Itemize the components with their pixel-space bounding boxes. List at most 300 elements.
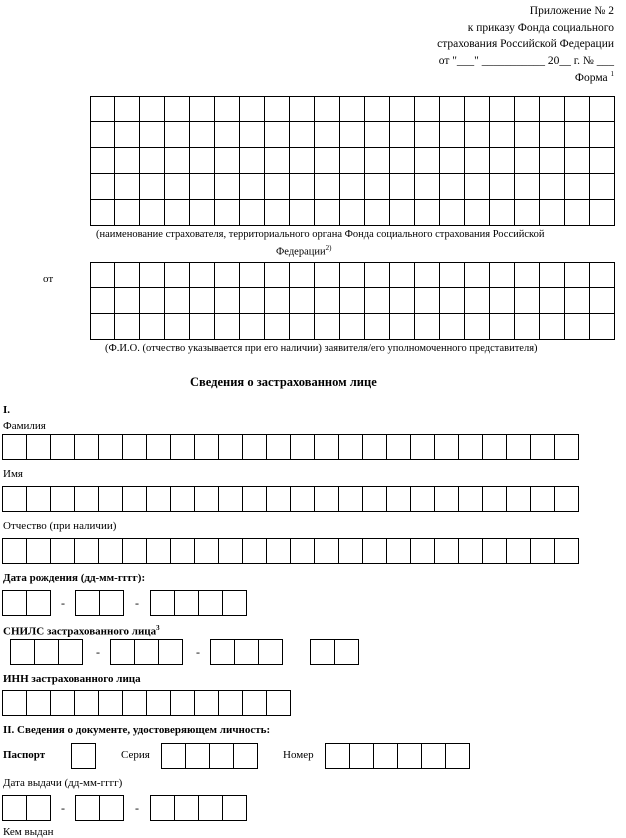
input-cell[interactable] [218, 486, 243, 512]
input-cell[interactable] [264, 173, 290, 200]
input-cell[interactable] [489, 313, 515, 340]
input-cell[interactable] [209, 743, 234, 769]
input-cell[interactable] [2, 486, 27, 512]
input-cell[interactable] [414, 121, 440, 148]
input-cell[interactable] [242, 434, 267, 460]
input-cell[interactable] [189, 173, 215, 200]
input-cell[interactable] [239, 287, 265, 314]
input-cell[interactable] [564, 121, 590, 148]
input-cell[interactable] [464, 96, 490, 122]
input-cell[interactable] [414, 287, 440, 314]
input-cell[interactable] [458, 434, 483, 460]
input-cell[interactable] [414, 173, 440, 200]
input-cell[interactable] [164, 147, 190, 174]
input-cell[interactable] [439, 96, 465, 122]
input-cell[interactable] [139, 147, 165, 174]
input-cell[interactable] [414, 96, 440, 122]
input-cell[interactable] [338, 486, 363, 512]
patronymic-cells[interactable] [2, 538, 579, 564]
input-cell[interactable] [150, 795, 175, 821]
input-cell[interactable] [539, 313, 565, 340]
input-cell[interactable] [90, 199, 115, 226]
input-cell[interactable] [266, 434, 291, 460]
input-cell[interactable] [114, 262, 140, 288]
input-cell[interactable] [139, 313, 165, 340]
input-cell[interactable] [134, 639, 159, 665]
input-cell[interactable] [389, 262, 415, 288]
input-cell[interactable] [464, 262, 490, 288]
input-cell[interactable] [266, 486, 291, 512]
input-cell[interactable] [489, 96, 515, 122]
input-cell[interactable] [264, 287, 290, 314]
input-cell[interactable] [122, 486, 147, 512]
input-cell[interactable] [114, 121, 140, 148]
input-cell[interactable] [98, 538, 123, 564]
input-cell[interactable] [364, 313, 390, 340]
input-cell[interactable] [214, 147, 240, 174]
birth-month-cells[interactable] [75, 590, 124, 616]
input-cell[interactable] [489, 147, 515, 174]
input-cell[interactable] [364, 121, 390, 148]
input-cell[interactable] [58, 639, 83, 665]
input-cell[interactable] [170, 690, 195, 716]
input-cell[interactable] [539, 287, 565, 314]
input-cell[interactable] [164, 96, 190, 122]
issue-day-cells[interactable] [2, 795, 51, 821]
input-cell[interactable] [114, 173, 140, 200]
input-cell[interactable] [339, 313, 365, 340]
input-cell[interactable] [170, 486, 195, 512]
input-cell[interactable] [122, 434, 147, 460]
input-cell[interactable] [264, 199, 290, 226]
input-cell[interactable] [2, 434, 27, 460]
input-cell[interactable] [139, 199, 165, 226]
input-cell[interactable] [90, 147, 115, 174]
input-cell[interactable] [164, 121, 190, 148]
input-cell[interactable] [210, 639, 235, 665]
input-cell[interactable] [189, 199, 215, 226]
input-cell[interactable] [314, 287, 340, 314]
input-cell[interactable] [314, 121, 340, 148]
input-cell[interactable] [146, 690, 171, 716]
input-cell[interactable] [74, 486, 99, 512]
input-cell[interactable] [242, 690, 267, 716]
input-cell[interactable] [314, 538, 339, 564]
input-cell[interactable] [364, 199, 390, 226]
input-cell[interactable] [164, 313, 190, 340]
input-cell[interactable] [139, 287, 165, 314]
input-cell[interactable] [589, 173, 615, 200]
input-cell[interactable] [239, 96, 265, 122]
input-cell[interactable] [439, 147, 465, 174]
input-cell[interactable] [410, 538, 435, 564]
input-cell[interactable] [139, 96, 165, 122]
input-cell[interactable] [314, 147, 340, 174]
input-cell[interactable] [264, 96, 290, 122]
input-cell[interactable] [589, 199, 615, 226]
input-cell[interactable] [198, 590, 223, 616]
input-cell[interactable] [314, 96, 340, 122]
input-cell[interactable] [114, 96, 140, 122]
input-cell[interactable] [289, 147, 315, 174]
input-cell[interactable] [564, 199, 590, 226]
input-cell[interactable] [514, 96, 540, 122]
input-cell[interactable] [189, 147, 215, 174]
input-cell[interactable] [164, 287, 190, 314]
input-cell[interactable] [339, 147, 365, 174]
issue-month-cells[interactable] [75, 795, 124, 821]
input-cell[interactable] [2, 590, 27, 616]
input-cell[interactable] [589, 287, 615, 314]
input-cell[interactable] [170, 538, 195, 564]
input-cell[interactable] [90, 173, 115, 200]
input-cell[interactable] [539, 173, 565, 200]
input-cell[interactable] [26, 690, 51, 716]
passport-cell[interactable] [71, 743, 96, 769]
input-cell[interactable] [386, 434, 411, 460]
input-cell[interactable] [554, 538, 579, 564]
input-cell[interactable] [389, 313, 415, 340]
input-cell[interactable] [564, 287, 590, 314]
input-cell[interactable] [26, 486, 51, 512]
input-cell[interactable] [514, 287, 540, 314]
input-cell[interactable] [339, 173, 365, 200]
input-cell[interactable] [464, 199, 490, 226]
input-cell[interactable] [589, 147, 615, 174]
number-cells[interactable] [325, 743, 470, 769]
input-cell[interactable] [364, 147, 390, 174]
input-cell[interactable] [34, 639, 59, 665]
input-cell[interactable] [389, 121, 415, 148]
input-cell[interactable] [185, 743, 210, 769]
input-cell[interactable] [339, 121, 365, 148]
input-cell[interactable] [414, 262, 440, 288]
input-cell[interactable] [164, 199, 190, 226]
input-cell[interactable] [289, 121, 315, 148]
input-cell[interactable] [439, 313, 465, 340]
input-cell[interactable] [289, 173, 315, 200]
input-cell[interactable] [239, 147, 265, 174]
input-cell[interactable] [114, 147, 140, 174]
input-cell[interactable] [289, 199, 315, 226]
input-cell[interactable] [239, 199, 265, 226]
input-cell[interactable] [90, 313, 115, 340]
input-cell[interactable] [314, 434, 339, 460]
input-cell[interactable] [489, 287, 515, 314]
input-cell[interactable] [564, 96, 590, 122]
input-cell[interactable] [218, 690, 243, 716]
input-cell[interactable] [98, 486, 123, 512]
input-cell[interactable] [514, 147, 540, 174]
input-cell[interactable] [410, 486, 435, 512]
input-cell[interactable] [239, 121, 265, 148]
input-cell[interactable] [110, 639, 135, 665]
input-cell[interactable] [539, 121, 565, 148]
input-cell[interactable] [214, 173, 240, 200]
input-cell[interactable] [434, 434, 459, 460]
input-cell[interactable] [98, 434, 123, 460]
input-cell[interactable] [482, 486, 507, 512]
input-cell[interactable] [389, 147, 415, 174]
input-cell[interactable] [289, 96, 315, 122]
input-cell[interactable] [214, 96, 240, 122]
input-cell[interactable] [314, 199, 340, 226]
input-cell[interactable] [198, 795, 223, 821]
input-cell[interactable] [233, 743, 258, 769]
input-cell[interactable] [10, 639, 35, 665]
input-cell[interactable] [530, 434, 555, 460]
input-cell[interactable] [554, 434, 579, 460]
input-cell[interactable] [146, 486, 171, 512]
input-cell[interactable] [218, 538, 243, 564]
snils-cells-4[interactable] [310, 639, 359, 665]
input-cell[interactable] [139, 173, 165, 200]
input-cell[interactable] [564, 147, 590, 174]
input-cell[interactable] [414, 147, 440, 174]
input-cell[interactable] [90, 96, 115, 122]
input-cell[interactable] [114, 313, 140, 340]
input-cell[interactable] [264, 121, 290, 148]
input-cell[interactable] [90, 287, 115, 314]
input-cell[interactable] [506, 486, 531, 512]
input-cell[interactable] [373, 743, 398, 769]
input-cell[interactable] [214, 121, 240, 148]
input-cell[interactable] [506, 434, 531, 460]
input-cell[interactable] [364, 287, 390, 314]
input-cell[interactable] [194, 538, 219, 564]
input-cell[interactable] [239, 262, 265, 288]
input-cell[interactable] [334, 639, 359, 665]
input-cell[interactable] [389, 173, 415, 200]
input-cell[interactable] [266, 690, 291, 716]
input-cell[interactable] [314, 262, 340, 288]
input-cell[interactable] [539, 199, 565, 226]
input-cell[interactable] [26, 795, 51, 821]
input-cell[interactable] [242, 538, 267, 564]
surname-cells[interactable] [2, 434, 579, 460]
input-cell[interactable] [489, 199, 515, 226]
input-cell[interactable] [339, 199, 365, 226]
input-cell[interactable] [414, 199, 440, 226]
input-cell[interactable] [439, 287, 465, 314]
input-cell[interactable] [421, 743, 446, 769]
input-cell[interactable] [139, 121, 165, 148]
input-cell[interactable] [194, 486, 219, 512]
input-cell[interactable] [214, 262, 240, 288]
input-cell[interactable] [26, 538, 51, 564]
input-cell[interactable] [514, 173, 540, 200]
input-cell[interactable] [397, 743, 422, 769]
input-cell[interactable] [170, 434, 195, 460]
input-cell[interactable] [189, 262, 215, 288]
input-cell[interactable] [464, 121, 490, 148]
input-cell[interactable] [458, 486, 483, 512]
input-cell[interactable] [164, 262, 190, 288]
input-cell[interactable] [389, 96, 415, 122]
input-cell[interactable] [564, 173, 590, 200]
input-cell[interactable] [189, 96, 215, 122]
input-cell[interactable] [264, 147, 290, 174]
input-cell[interactable] [194, 434, 219, 460]
input-cell[interactable] [589, 262, 615, 288]
input-cell[interactable] [264, 262, 290, 288]
input-cell[interactable] [389, 287, 415, 314]
input-cell[interactable] [362, 538, 387, 564]
input-cell[interactable] [75, 590, 100, 616]
input-cell[interactable] [514, 121, 540, 148]
input-cell[interactable] [74, 538, 99, 564]
input-cell[interactable] [290, 538, 315, 564]
input-cell[interactable] [158, 639, 183, 665]
input-cell[interactable] [489, 173, 515, 200]
input-cell[interactable] [514, 199, 540, 226]
input-cell[interactable] [164, 173, 190, 200]
input-cell[interactable] [362, 434, 387, 460]
input-cell[interactable] [174, 795, 199, 821]
input-cell[interactable] [75, 795, 100, 821]
input-cell[interactable] [239, 313, 265, 340]
input-cell[interactable] [539, 147, 565, 174]
snils-cells-1[interactable] [10, 639, 83, 665]
input-cell[interactable] [122, 538, 147, 564]
input-cell[interactable] [589, 313, 615, 340]
input-cell[interactable] [539, 262, 565, 288]
input-cell[interactable] [482, 434, 507, 460]
input-cell[interactable] [50, 690, 75, 716]
input-cell[interactable] [214, 287, 240, 314]
snils-cells-2[interactable] [110, 639, 183, 665]
input-cell[interactable] [386, 486, 411, 512]
name-cells[interactable] [2, 486, 579, 512]
input-cell[interactable] [290, 434, 315, 460]
input-cell[interactable] [464, 147, 490, 174]
input-cell[interactable] [50, 486, 75, 512]
input-cell[interactable] [434, 538, 459, 564]
input-cell[interactable] [2, 538, 27, 564]
input-cell[interactable] [26, 434, 51, 460]
input-cell[interactable] [464, 313, 490, 340]
input-cell[interactable] [445, 743, 470, 769]
input-cell[interactable] [99, 795, 124, 821]
input-cell[interactable] [161, 743, 186, 769]
input-cell[interactable] [2, 795, 27, 821]
input-cell[interactable] [506, 538, 531, 564]
input-cell[interactable] [554, 486, 579, 512]
input-cell[interactable] [314, 173, 340, 200]
input-cell[interactable] [114, 199, 140, 226]
input-cell[interactable] [239, 173, 265, 200]
birth-year-cells[interactable] [150, 590, 247, 616]
inn-cells[interactable] [2, 690, 291, 716]
input-cell[interactable] [410, 434, 435, 460]
input-cell[interactable] [194, 690, 219, 716]
input-cell[interactable] [530, 538, 555, 564]
snils-cells-3[interactable] [210, 639, 283, 665]
input-cell[interactable] [189, 121, 215, 148]
input-cell[interactable] [289, 313, 315, 340]
input-cell[interactable] [364, 96, 390, 122]
input-cell[interactable] [150, 590, 175, 616]
input-cell[interactable] [122, 690, 147, 716]
input-cell[interactable] [464, 287, 490, 314]
input-cell[interactable] [264, 313, 290, 340]
policyholder-name-grid[interactable] [90, 96, 615, 226]
applicant-name-grid[interactable] [90, 262, 615, 340]
input-cell[interactable] [362, 486, 387, 512]
input-cell[interactable] [514, 313, 540, 340]
input-cell[interactable] [434, 486, 459, 512]
input-cell[interactable] [218, 434, 243, 460]
input-cell[interactable] [222, 590, 247, 616]
input-cell[interactable] [338, 434, 363, 460]
input-cell[interactable] [139, 262, 165, 288]
input-cell[interactable] [564, 313, 590, 340]
input-cell[interactable] [189, 287, 215, 314]
input-cell[interactable] [310, 639, 335, 665]
input-cell[interactable] [439, 199, 465, 226]
input-cell[interactable] [514, 262, 540, 288]
input-cell[interactable] [50, 538, 75, 564]
input-cell[interactable] [99, 590, 124, 616]
input-cell[interactable] [189, 313, 215, 340]
birth-day-cells[interactable] [2, 590, 51, 616]
input-cell[interactable] [389, 199, 415, 226]
input-cell[interactable] [589, 96, 615, 122]
input-cell[interactable] [222, 795, 247, 821]
input-cell[interactable] [464, 173, 490, 200]
input-cell[interactable] [338, 538, 363, 564]
input-cell[interactable] [214, 199, 240, 226]
input-cell[interactable] [482, 538, 507, 564]
input-cell[interactable] [146, 538, 171, 564]
input-cell[interactable] [339, 287, 365, 314]
input-cell[interactable] [589, 121, 615, 148]
input-cell[interactable] [564, 262, 590, 288]
input-cell[interactable] [290, 486, 315, 512]
input-cell[interactable] [2, 690, 27, 716]
input-cell[interactable] [458, 538, 483, 564]
input-cell[interactable] [489, 121, 515, 148]
input-cell[interactable] [325, 743, 350, 769]
input-cell[interactable] [74, 690, 99, 716]
input-cell[interactable] [439, 173, 465, 200]
input-cell[interactable] [386, 538, 411, 564]
input-cell[interactable] [339, 96, 365, 122]
input-cell[interactable] [214, 313, 240, 340]
input-cell[interactable] [90, 121, 115, 148]
series-cells[interactable] [161, 743, 258, 769]
input-cell[interactable] [289, 287, 315, 314]
input-cell[interactable] [289, 262, 315, 288]
input-cell[interactable] [339, 262, 365, 288]
input-cell[interactable] [26, 590, 51, 616]
input-cell[interactable] [98, 690, 123, 716]
input-cell[interactable] [174, 590, 199, 616]
input-cell[interactable] [439, 121, 465, 148]
input-cell[interactable] [364, 173, 390, 200]
input-cell[interactable] [364, 262, 390, 288]
input-cell[interactable] [314, 313, 340, 340]
input-cell[interactable] [242, 486, 267, 512]
issue-year-cells[interactable] [150, 795, 247, 821]
input-cell[interactable] [146, 434, 171, 460]
input-cell[interactable] [74, 434, 99, 460]
input-cell[interactable] [349, 743, 374, 769]
input-cell[interactable] [90, 262, 115, 288]
input-cell[interactable] [489, 262, 515, 288]
input-cell[interactable] [314, 486, 339, 512]
input-cell[interactable] [50, 434, 75, 460]
